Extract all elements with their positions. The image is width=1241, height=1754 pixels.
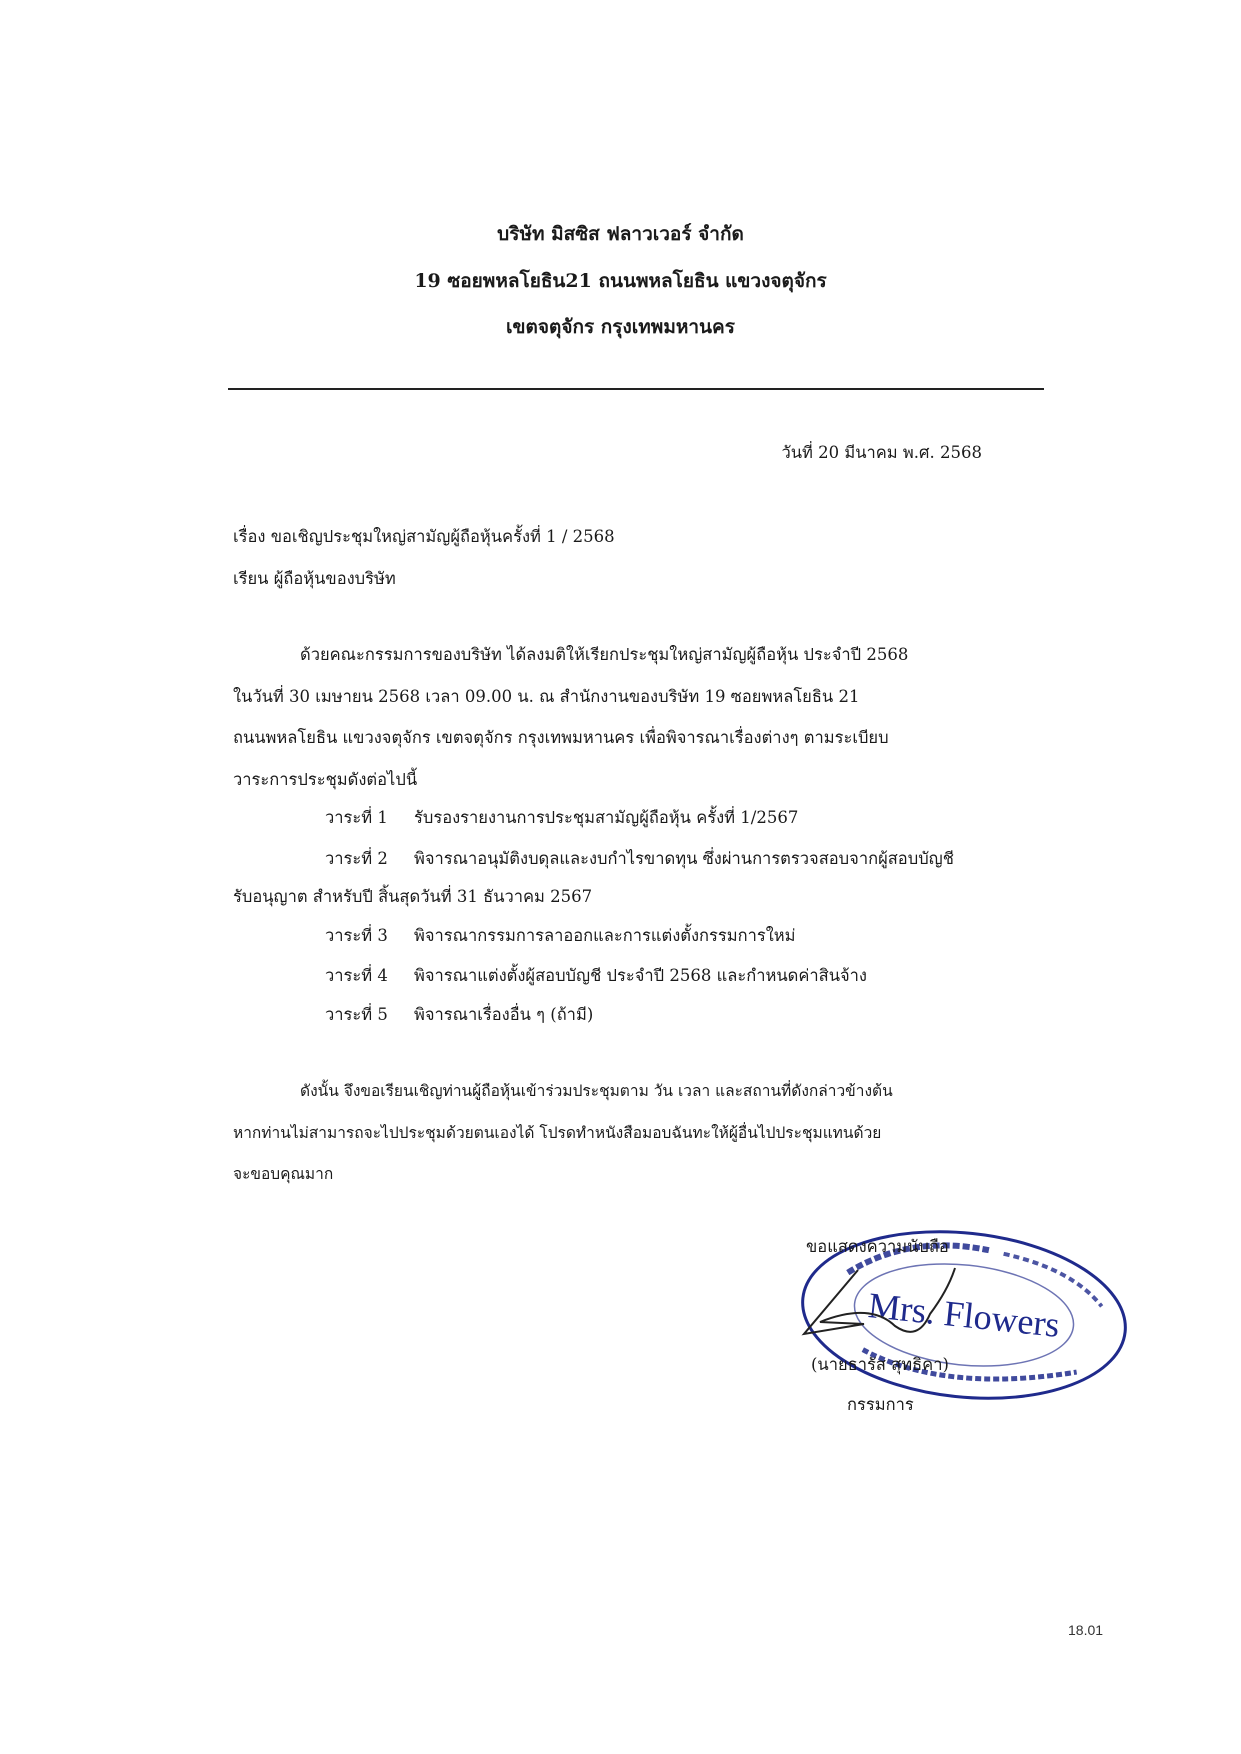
letter-date: วันที่ 20 มีนาคม พ.ศ. 2568	[781, 443, 982, 462]
agenda-label: วาระที่ 2	[325, 849, 388, 868]
agenda-label: วาระที่ 3	[325, 926, 388, 945]
handwritten-signature	[800, 1262, 960, 1347]
letter-subject: เรื่อง ขอเชิญประชุมใหญ่สามัญผู้ถือหุ้นครั้งที่ 1 / 2568	[233, 527, 615, 546]
agenda-text-continuation: รับอนุญาต สำหรับปี สิ้นสุดวันที่ 31 ธันวาคม 2567	[233, 887, 593, 906]
agenda-text: พิจารณาเรื่องอื่น ๆ (ถ้ามี)	[414, 1005, 594, 1024]
letter-recipient: เรียน ผู้ถือหุ้นของบริษัท	[233, 569, 396, 588]
intro-line: วาระการประชุมดังต่อไปนี้	[233, 770, 418, 789]
company-address-line1: 19 ซอยพหลโยธิน21 ถนนพหลโยธิน แขวงจตุจักร	[414, 270, 827, 292]
closing-line: ดังนั้น จึงขอเรียนเชิญท่านผู้ถือหุ้นเข้าร่วมประชุมตาม วัน เวลา และสถานที่ดังกล่าวข้างต้น	[300, 1082, 893, 1100]
closing-line: จะขอบคุณมาก	[233, 1165, 334, 1183]
signatory-title: กรรมการ	[847, 1395, 914, 1414]
agenda-text: พิจารณากรรมการลาออกและการแต่งตั้งกรรมการใหม่	[414, 926, 796, 945]
agenda-text: รับรองรายงานการประชุมสามัญผู้ถือหุ้น ครั้งที่ 1/2567	[414, 808, 799, 827]
agenda-text: พิจารณาอนุมัติงบดุลและงบกำไรขาดทุน ซึ่งผ่านการตรวจสอบจากผู้สอบบัญชี	[414, 849, 954, 868]
agenda-label: วาระที่ 4	[325, 966, 388, 985]
header-divider	[228, 388, 1044, 390]
intro-line: ด้วยคณะกรรมการของบริษัท ได้ลงมติให้เรียกประชุมใหญ่สามัญผู้ถือหุ้น ประจำปี 2568	[300, 645, 909, 664]
closing-line: หากท่านไม่สามารถจะไปประชุมด้วยตนเองได้ โปรดทำหนังสือมอบฉันทะให้ผู้อื่นไปประชุมแทนด้วย	[233, 1124, 882, 1142]
company-address-line2: เขตจตุจักร กรุงเทพมหานคร	[506, 316, 735, 338]
signature-salutation: ขอแสดงความนับถือ	[806, 1237, 949, 1256]
agenda-label: วาระที่ 5	[325, 1005, 388, 1024]
agenda-text: พิจารณาแต่งตั้งผู้สอบบัญชี ประจำปี 2568 และกำหนดค่าสินจ้าง	[414, 966, 867, 985]
stamp-text: Mrs. Flowers	[866, 1285, 1062, 1345]
signatory-name: (นายธารัส สุทธิคา)	[811, 1355, 949, 1374]
company-name: บริษัท มิสซิส ฟลาวเวอร์ จำกัด	[497, 223, 744, 245]
page-number: 18.01	[1068, 1622, 1104, 1638]
agenda-label: วาระที่ 1	[325, 808, 388, 827]
intro-line: ในวันที่ 30 เมษายน 2568 เวลา 09.00 น. ณ สำนักงานของบริษัท 19 ซอยพหลโยธิน 21	[233, 687, 860, 706]
intro-line: ถนนพหลโยธิน แขวงจตุจักร เขตจตุจักร กรุงเทพมหานคร เพื่อพิจารณาเรื่องต่างๆ ตามระเบียบ	[233, 728, 889, 747]
